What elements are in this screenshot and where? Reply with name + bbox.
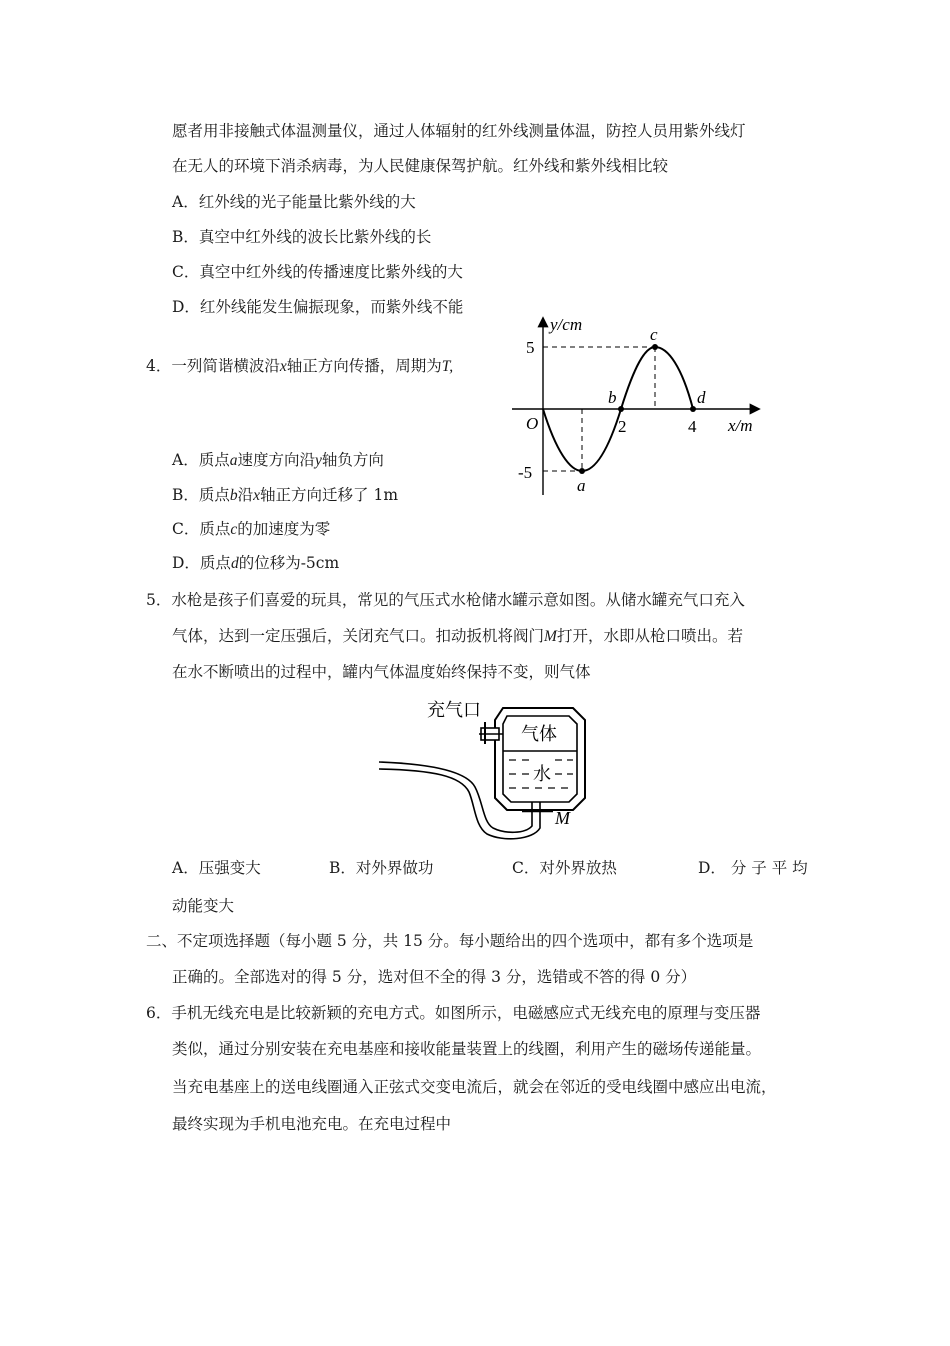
point-c-label: c: [650, 325, 658, 344]
q5-stem-line-1: 5．水枪是孩子们喜爱的玩具，常见的气压式水枪储水罐示意如图。从储水罐充气口充入: [146, 591, 745, 609]
q4-option-c: C．质点c的加速度为零: [172, 520, 331, 538]
x-axis-label: x/m: [728, 416, 753, 435]
q4-stem: [146, 356, 453, 377]
q4-option-b: B．质点b沿x轴正方向迁移了 1m: [172, 486, 399, 504]
q4-stem-part-b: 轴正方向传播，周期为: [286, 357, 442, 375]
y-tick-5: 5: [526, 338, 535, 357]
q5-option-a: A．压强变大: [172, 859, 261, 877]
q3-option-c: C．真空中红外线的传播速度比紫外线的大: [172, 263, 463, 281]
point-d-dot: [690, 406, 696, 412]
water-tank-figure: [375, 692, 605, 842]
q3-option-d: D．红外线能发生偏振现象，而紫外线不能: [172, 298, 464, 316]
q4-option-d: D．质点d的位移为-5cm: [172, 554, 340, 572]
q5-option-d: D． 分 子 平 均: [698, 859, 808, 877]
y-tick-neg5: -5: [518, 463, 533, 482]
point-d-label: d: [697, 388, 706, 407]
q6-stem-line-3: 当充电基座上的送电线圈通入正弦式交变电流后，就会在邻近的受电线圈中感应出电流，: [172, 1078, 777, 1096]
q5-option-d-continued: 动能变大: [172, 897, 235, 915]
q6-stem-line-4: 最终实现为手机电池充电。在充电过程中: [172, 1115, 452, 1133]
q5-stem-line-2: 气体，达到一定压强后，关闭充气口。扣动扳机将阀门M打开，水即从枪口喷出。若: [172, 627, 743, 645]
q5-option-c: C．对外界放热: [512, 859, 617, 877]
q4-stem-var-x: x: [279, 358, 287, 375]
hose-inner: [379, 769, 540, 839]
q4-number: 4．: [146, 357, 172, 375]
q4-stem-part-a: 一列简谐横波沿: [171, 357, 280, 375]
section-2-heading-line-1: 二、不定项选择题（每小题 5 分，共 15 分。每小题给出的四个选项中，都有多个选项是: [146, 932, 754, 950]
inlet-label: 充气口: [427, 700, 481, 720]
q5-stem-line-3: 在水不断喷出的过程中，罐内气体温度始终保持不变，则气体: [172, 663, 591, 681]
section-2-heading-line-2: 正确的。全部选对的得 5 分，选对但不全的得 3 分，选错或不答的得 0 分）: [172, 968, 697, 986]
point-b-dot: [618, 406, 624, 412]
q6-stem-line-2: 类似，通过分别安装在充电基座和接收能量装置上的线圈，利用产生的磁场传递能量。: [172, 1040, 762, 1058]
valve-m-label: M: [555, 808, 570, 828]
origin-label: O: [526, 414, 539, 433]
hose-outer: [379, 762, 532, 832]
water-label: 水: [533, 764, 551, 784]
q3-stem-line-2: 在无人的环境下消杀病毒，为人民健康保驾护航。红外线和紫外线相比较: [172, 157, 669, 175]
point-b-label: b: [608, 388, 617, 407]
x-tick-4: 4: [688, 417, 697, 436]
x-tick-2: 2: [618, 417, 627, 436]
q3-option-b: B．真空中红外线的波长比紫外线的长: [172, 228, 432, 246]
point-a-label: a: [577, 476, 586, 495]
q3-stem-line-1: 愿者用非接触式体温测量仪，通过人体辐射的红外线测量体温，防控人员用紫外线灯: [172, 122, 746, 140]
y-axis-label: y/cm: [550, 315, 583, 334]
wave-graph: [500, 305, 780, 505]
q3-option-a: A．红外线的光子能量比紫外线的大: [172, 193, 416, 211]
q5-option-b: B．对外界做功: [329, 859, 434, 877]
q4-stem-var-t: T,: [441, 358, 454, 375]
point-a-dot: [579, 468, 585, 474]
q4-option-a: A．质点a速度方向沿y轴负方向: [172, 451, 384, 469]
point-c-dot: [652, 344, 658, 350]
gas-label: 气体: [521, 724, 557, 744]
q6-stem-line-1: 6．手机无线充电是比较新颖的充电方式。如图所示，电磁感应式无线充电的原理与变压器: [146, 1004, 761, 1022]
